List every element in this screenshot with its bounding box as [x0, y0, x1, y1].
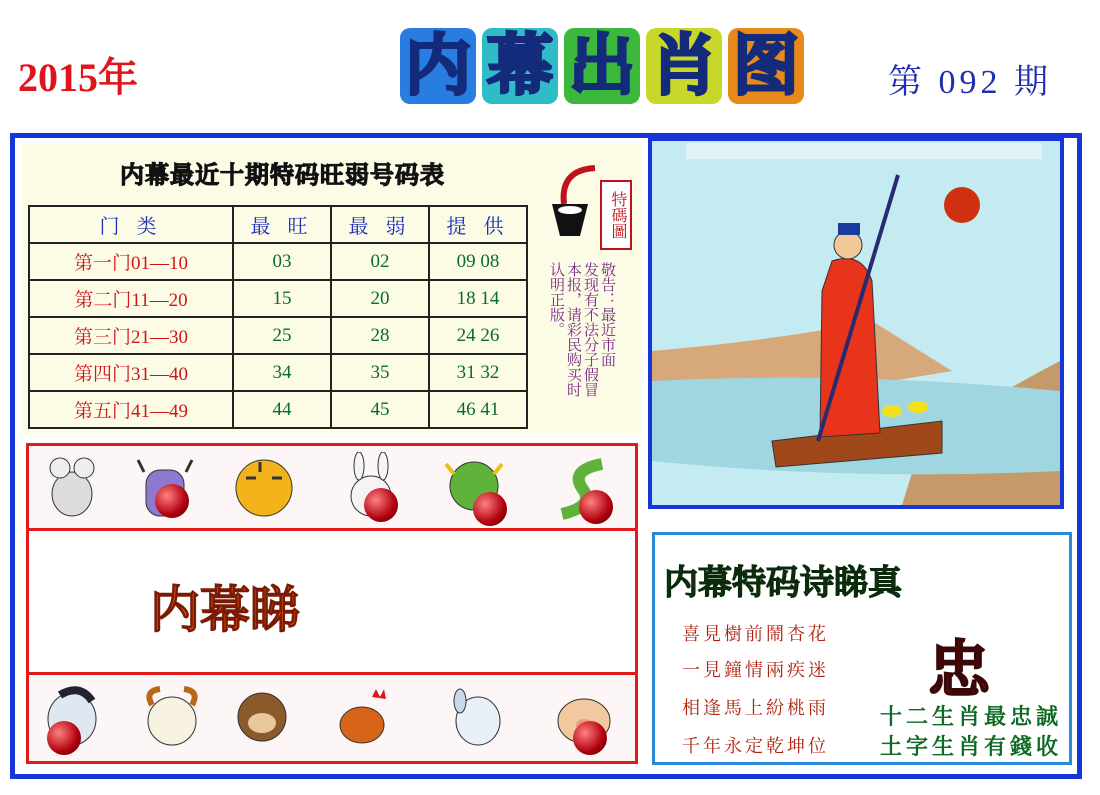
snake-icon — [549, 452, 619, 522]
cell-hot: 44 — [233, 391, 331, 428]
table-row — [29, 391, 527, 428]
cell-cold: 02 — [331, 243, 429, 280]
goat-icon — [137, 683, 207, 753]
cell-category: 第五门41—49 — [29, 391, 233, 428]
notice-col: 敬告：最近市面 — [599, 262, 617, 367]
title-char: 幕 — [482, 28, 558, 104]
cell-cold: 35 — [331, 354, 429, 391]
table-header-row — [29, 206, 527, 243]
te-code-label: 特碼圖 — [600, 180, 632, 250]
cell-cold: 20 — [331, 280, 429, 317]
pig-icon — [549, 683, 619, 753]
page-title — [400, 28, 804, 104]
rabbit-icon — [334, 452, 404, 522]
cell-hot: 03 — [233, 243, 331, 280]
boatman-illustration-icon — [652, 141, 1060, 505]
footer-line: 土字生肖有錢收 — [880, 735, 1063, 760]
table-row — [29, 354, 527, 391]
zodiac-row-top — [26, 443, 638, 531]
cell-hot: 25 — [233, 317, 331, 354]
cell-hot: 15 — [233, 280, 331, 317]
column-header: 门 类 — [29, 206, 233, 243]
cell-provide: 18 14 — [429, 280, 527, 317]
notice-col: 认明正版。 — [548, 262, 566, 337]
title-char: 肖 — [646, 28, 722, 104]
number-table — [28, 205, 528, 429]
cell-cold: 45 — [331, 391, 429, 428]
year-label: 2015年 — [18, 55, 138, 100]
monkey-icon — [227, 683, 297, 753]
table-heading: 内幕最近十期特码旺弱号码表 — [120, 161, 445, 189]
notice-text — [548, 262, 616, 422]
cell-category: 第四门31—40 — [29, 354, 233, 391]
cell-provide: 24 26 — [429, 317, 527, 354]
tiger-icon — [229, 452, 299, 522]
dragon-icon — [441, 452, 511, 522]
cell-category: 第三门21—30 — [29, 317, 233, 354]
poem-line: 相逢馬上紛桃雨 — [682, 698, 829, 719]
cell-cold: 28 — [331, 317, 429, 354]
te-logo-icon — [550, 160, 600, 246]
notice-col: 发现有不法分子假冒 — [582, 262, 600, 397]
cell-hot: 34 — [233, 354, 331, 391]
poem-line: 千年永定乾坤位 — [682, 736, 829, 757]
cell-category: 第一门01—10 — [29, 243, 233, 280]
column-header: 最 旺 — [233, 206, 331, 243]
table-row — [29, 243, 527, 280]
rooster-icon — [329, 683, 399, 753]
middle-text: 内幕睇 — [150, 581, 300, 639]
poem-title: 内幕特码诗睇真 — [664, 563, 902, 603]
zodiac-row-bottom — [26, 672, 638, 764]
cell-provide: 09 08 — [429, 243, 527, 280]
poem-answer: 忠 — [928, 633, 991, 706]
middle-banner — [26, 531, 638, 672]
title-char: 出 — [564, 28, 640, 104]
dog-icon — [443, 683, 513, 753]
column-header: 最 弱 — [331, 206, 429, 243]
poem-line: 喜見樹前鬧杏花 — [682, 624, 829, 645]
ox-icon — [129, 452, 199, 522]
horse-icon — [37, 683, 107, 753]
cell-provide: 46 41 — [429, 391, 527, 428]
issue-number: 第 092 期 — [888, 64, 1052, 101]
notice-col: 本报，请彩民购买时 — [565, 262, 583, 397]
table-row — [29, 280, 527, 317]
boatman-painting — [648, 137, 1064, 509]
footer-line: 十二生肖最忠誠 — [880, 705, 1063, 730]
title-char: 内 — [400, 28, 476, 104]
poem-line: 一見鐘情兩疾迷 — [682, 660, 829, 681]
cell-provide: 31 32 — [429, 354, 527, 391]
cell-category: 第二门11—20 — [29, 280, 233, 317]
table-row — [29, 317, 527, 354]
title-char: 图 — [728, 28, 804, 104]
rat-icon — [37, 452, 107, 522]
column-header: 提 供 — [429, 206, 527, 243]
